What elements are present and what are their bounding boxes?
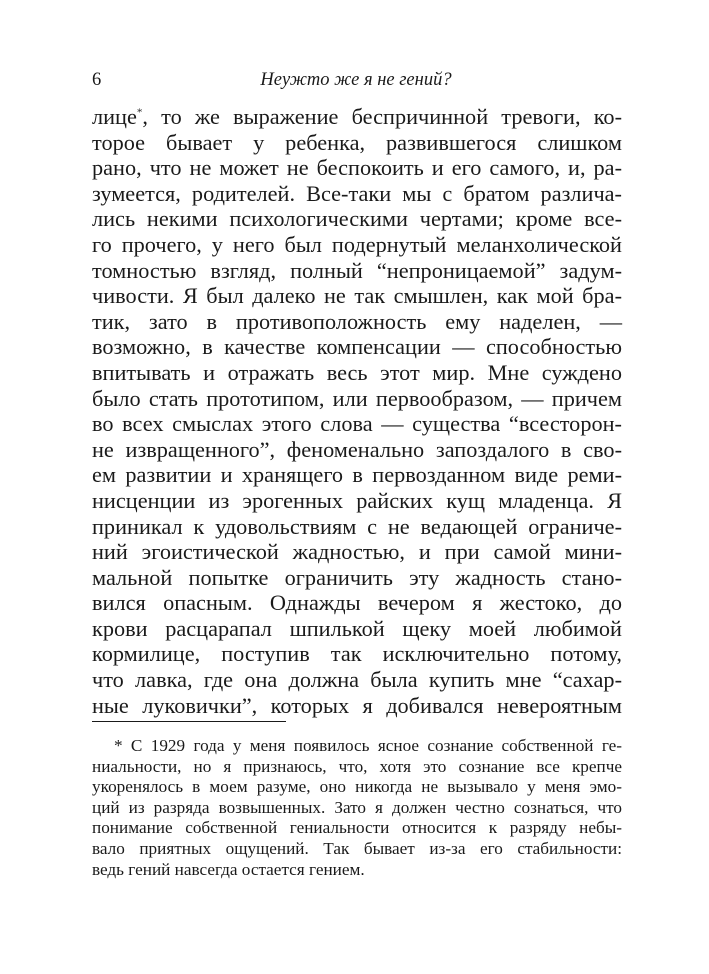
footnote-marker: * (136, 106, 143, 119)
text-line: что лавка, где она должна была купить мне “сахар- (92, 667, 622, 693)
text-line: мальной попытке ограничить эту жадность стано- (92, 564, 622, 590)
footnote-line: * С 1929 года у меня появилось ясное сознание собственной ге- (114, 736, 622, 755)
page-header (92, 70, 620, 96)
first-line-start: лице (92, 104, 137, 129)
text-line: крови расцарапал шпилькой щеку моей любимой (92, 615, 622, 641)
text-line: торое бывает у ребенка, развившегося слишком (92, 129, 622, 155)
text-line: зумеется, родителей. Все-таки мы с братом различа- (92, 180, 622, 206)
text-line (92, 104, 622, 130)
running-title: Неужто же я не гений? (260, 70, 452, 90)
text-line: нисценции из эрогенных райских кущ младенца. Я (92, 487, 622, 513)
text-line: ные луковички”, которых я добивался невероятным (92, 692, 622, 718)
text-line: приникал к удовольствиям с не ведающей ограниче- (92, 513, 622, 539)
text-line: кормилице, поступив так исключительно потому, (92, 641, 622, 667)
footnote-line: вало приятных ощущений. Так бывает из-за его стабильности: (92, 838, 622, 858)
footnote (92, 736, 622, 880)
text-line: не извращенного”, феноменально запоздалого в сво- (92, 436, 622, 462)
footnote-line: ведь гений навсегда остается гением. (92, 859, 365, 879)
text-line: возможно, в качестве компенсации — способностью (92, 334, 622, 360)
footnote-divider (92, 721, 286, 722)
text-line: во всех смыслах этого слова — существа “всесторон- (92, 411, 622, 437)
footnote-line: понимание собственной гениальности относится к разряду небы- (92, 818, 622, 838)
text-line: ем развитии и хранящего в первозданном виде реми- (92, 462, 622, 488)
footnote-line: ниальности, но я признаюсь, что, хотя это сознание все крепче (92, 756, 622, 776)
text-line: рано, что не может не беспокоить и его самого, и, ра- (92, 155, 622, 181)
footnote-line: ций из разряда возвышенных. Зато я должен честно сознаться, что (92, 797, 622, 817)
text-line: чивости. Я был далеко не так смышлен, как мой бра- (92, 283, 622, 309)
text-line: го прочего, у него был подернутый меланхолической (92, 231, 622, 257)
footnote-line: укоренялось в моем разуме, оно никогда не вызывало у меня эмо- (92, 777, 622, 797)
text-line: тик, зато в противоположность ему наделен, — (92, 308, 622, 334)
first-line-rest: , то же выражение беспричинной тревоги, ко- (142, 104, 622, 129)
page-number: 6 (92, 70, 102, 90)
text-line: лись некими психологическими чертами; кроме все- (92, 206, 622, 232)
text-line: ний эгоистической жадностью, и при самой мини- (92, 539, 622, 565)
text-line: было стать прототипом, или первообразом, — причем (92, 385, 622, 411)
text-line: впитывать и отражать весь этот мир. Мне суждено (92, 359, 622, 385)
text-line: томностью взгляд, полный “непроницаемой” задум- (92, 257, 622, 283)
main-text (92, 104, 622, 718)
text-line: вился опасным. Однажды вечером я жестоко, до (92, 590, 622, 616)
